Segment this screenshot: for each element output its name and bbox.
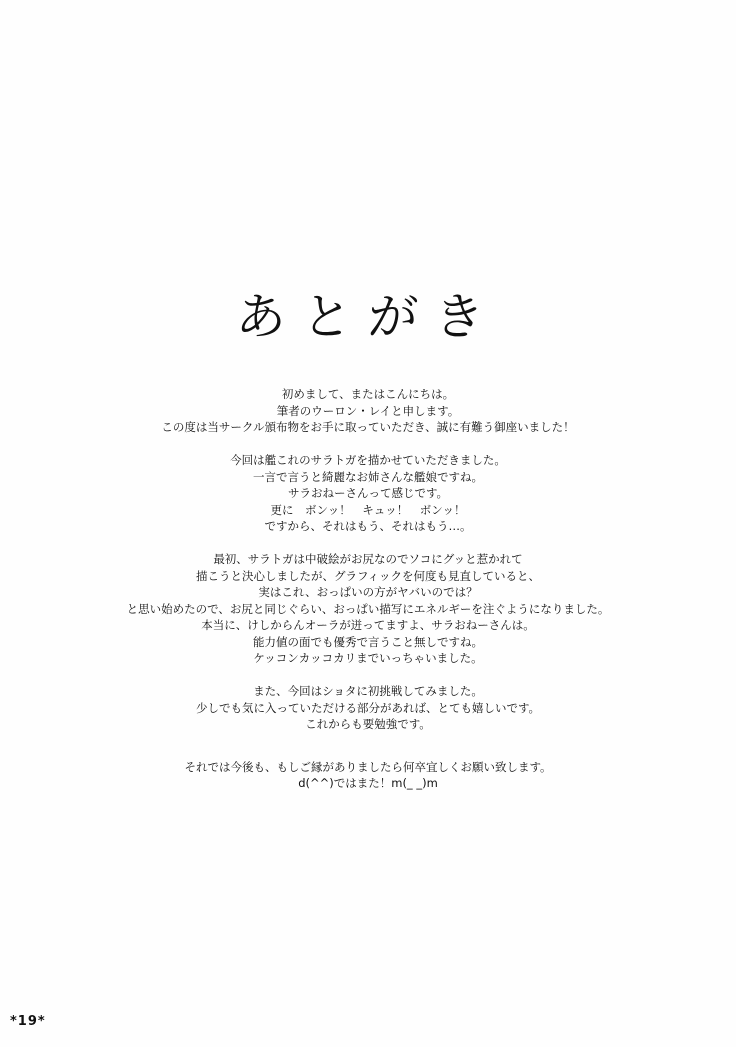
text-line: 更に ボンッ！ キュッ！ ボンッ！ bbox=[270, 502, 466, 517]
page-number: *19* bbox=[10, 1014, 46, 1029]
text-line: d(^^)ではまた！m(_ _)m bbox=[298, 776, 438, 790]
text-line: 能力値の面でも優秀で言うこと無しですね。 bbox=[253, 634, 483, 649]
section-drawing-process bbox=[0, 551, 736, 667]
page-title: あとがき bbox=[234, 288, 502, 346]
text-line: サラおねーさんって感じです。 bbox=[287, 486, 449, 500]
text-line: また、今回はショタに初挑戦してみました。 bbox=[253, 684, 483, 698]
text-line: 初めまして、またはこんにちは。 bbox=[281, 387, 455, 401]
text-line: ケッコンカッコカリまでいっちゃいました。 bbox=[253, 651, 483, 665]
text-line: 筆者のウーロン・レイと申します。 bbox=[276, 403, 460, 418]
section-greeting bbox=[0, 386, 736, 436]
section-spacer bbox=[0, 535, 736, 552]
text-line: 描こうと決心しましたが、グラフィックを何度も見直していると、 bbox=[195, 568, 541, 583]
section-spacer bbox=[0, 667, 736, 684]
text-line: 一言で言うと綺麗なお姉さんな艦娘ですね。 bbox=[253, 469, 483, 484]
section-spacer bbox=[0, 436, 736, 453]
text-line: 本当に、けしからんオーラが迸ってますよ、サラおねーさんは。 bbox=[201, 618, 535, 632]
afterword-body bbox=[0, 386, 736, 792]
text-line: ですから、それはもう、それはもう…。 bbox=[264, 519, 472, 533]
section-about-saratoga bbox=[0, 452, 736, 535]
section-shota-challenge bbox=[0, 683, 736, 733]
text-line: 少しでも気に入っていただける部分があれば、とても嬉しいです。 bbox=[195, 700, 541, 715]
text-line: 実はこれ、おっぱいの方がヤバいのでは？ bbox=[258, 585, 478, 599]
text-line: 今回は艦これのサラトガを描かせていただきました。 bbox=[230, 453, 506, 467]
text-line: と思い始めたので、お尻と同じぐらい、おっぱい描写にエネルギーを注ぐようになりました。 bbox=[126, 601, 610, 616]
text-line: この度は当サークル頒布物をお手に取っていただき、誠に有難う御座いました！ bbox=[161, 420, 575, 434]
section-spacer bbox=[0, 733, 736, 759]
text-line: 最初、サラトガは中破絵がお尻なのでソコにグッと惹かれて bbox=[213, 552, 523, 566]
section-closing bbox=[0, 759, 736, 792]
text-line: これからも要勉強です。 bbox=[305, 717, 431, 731]
text-line: それでは今後も、もしご縁がありましたら何卒宜しくお願い致します。 bbox=[184, 759, 552, 774]
